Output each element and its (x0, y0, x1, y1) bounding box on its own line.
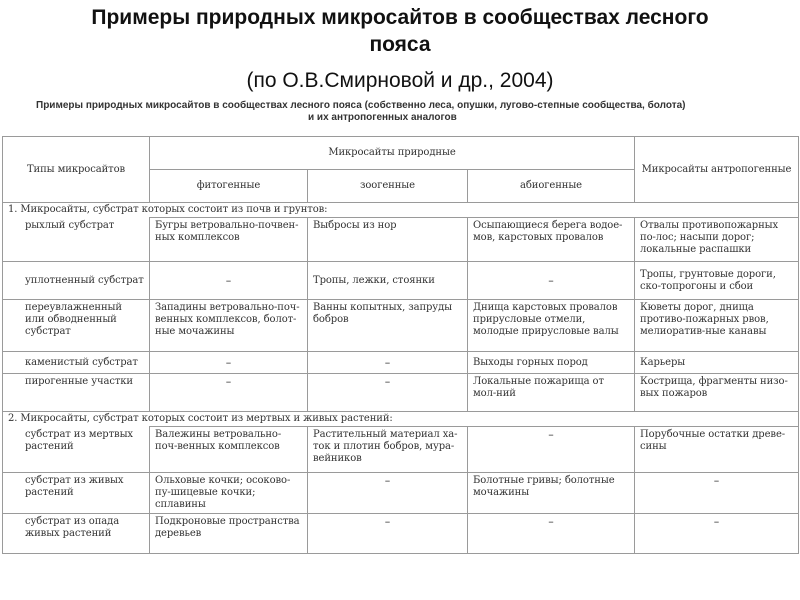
header-phytogenic: фитогенные (150, 170, 308, 203)
slide-title-line1: Примеры природных микросайтов в сообществах лесного (91, 6, 709, 29)
slide-title (0, 4, 800, 58)
table-row (3, 427, 799, 473)
zoogenic-cell: – (308, 374, 468, 412)
table-row (3, 374, 799, 412)
table-row (3, 218, 799, 262)
phytogenic-cell: – (150, 374, 308, 412)
header-natural: Микросайты природные (150, 137, 635, 170)
abiogenic-cell: Выходы горных пород (468, 352, 635, 374)
table-caption-line1: Примеры природных микросайтов в сообществах лесного пояса (собственно леса, опушки, лугово-степные сообщества, болота) (36, 100, 686, 111)
abiogenic-cell: Болотные гривы; болотные мочажины (468, 473, 635, 514)
table-row (3, 352, 799, 374)
zoogenic-cell: Ванны копытных, запруды бобров (308, 300, 468, 352)
abiogenic-cell: Днища карстовых провалов прирусловые отмели, молодые прирусловые валы (468, 300, 635, 352)
anthropogenic-cell: Отвалы противопожарных по-лос; насыпи дорог; локальные распашки (635, 218, 799, 262)
header-zoogenic: зоогенные (308, 170, 468, 203)
zoogenic-cell: Тропы, лежки, стоянки (308, 262, 468, 300)
zoogenic-cell: – (308, 473, 468, 514)
zoogenic-cell: – (308, 352, 468, 374)
abiogenic-cell: Осыпающиеся берега водое-мов, карстовых провалов (468, 218, 635, 262)
table-row (3, 473, 799, 514)
type-cell: пирогенные участки (3, 374, 150, 412)
type-cell: каменистый субстрат (3, 352, 150, 374)
anthropogenic-cell: – (635, 473, 799, 514)
table-row (3, 514, 799, 554)
anthropogenic-cell: Кострища, фрагменты низо-вых пожаров (635, 374, 799, 412)
type-cell: переувлажненный или обводненный субстрат (3, 300, 150, 352)
anthropogenic-cell: – (635, 514, 799, 554)
zoogenic-cell: – (308, 514, 468, 554)
abiogenic-cell: – (468, 262, 635, 300)
phytogenic-cell: Бугры ветровально-почвен-ных комплексов (150, 218, 308, 262)
section-title: 1. Микросайты, субстрат которых состоит из почв и грунтов: (3, 203, 799, 218)
table-row (3, 262, 799, 300)
abiogenic-cell: Локальные пожарища от мол-ний (468, 374, 635, 412)
type-cell: субстрат из живых растений (3, 473, 150, 514)
table-caption-line2: и их антропогенных аналогов (308, 112, 457, 123)
anthropogenic-cell: Карьеры (635, 352, 799, 374)
section-title: 2. Микросайты, субстрат которых состоит из мертвых и живых растений: (3, 412, 799, 427)
header-types: Типы микросайтов (3, 137, 150, 203)
header-anthropogenic: Микросайты антропогенные (635, 137, 799, 203)
abiogenic-cell: – (468, 514, 635, 554)
phytogenic-cell: – (150, 262, 308, 300)
zoogenic-cell: Выбросы из нор (308, 218, 468, 262)
slide-subtitle: (по О.В.Смирновой и др., 2004) (246, 69, 554, 92)
phytogenic-cell: – (150, 352, 308, 374)
table-row (3, 300, 799, 352)
abiogenic-cell: – (468, 427, 635, 473)
anthropogenic-cell: Кюветы дорог, днища противо-пожарных рвов, мелиоратив-ные канавы (635, 300, 799, 352)
phytogenic-cell: Западины ветровально-поч-венных комплексов, болот-ные мочажины (150, 300, 308, 352)
microsites-table (2, 136, 799, 554)
header-abiogenic: абиогенные (468, 170, 635, 203)
zoogenic-cell: Растительный материал ха-ток и плотин бобров, мура-вейников (308, 427, 468, 473)
anthropogenic-cell: Тропы, грунтовые дороги, ско-топрогоны и сбои (635, 262, 799, 300)
phytogenic-cell: Валежины ветровально-поч-венных комплексов (150, 427, 308, 473)
type-cell: субстрат из опада живых растений (3, 514, 150, 554)
phytogenic-cell: Подкроновые пространства деревьев (150, 514, 308, 554)
type-cell: уплотненный субстрат (3, 262, 150, 300)
anthropogenic-cell: Порубочные остатки древе-сины (635, 427, 799, 473)
phytogenic-cell: Ольховые кочки; осоково-пу-шицевые кочки; сплавины (150, 473, 308, 514)
type-cell: рыхлый субстрат (3, 218, 150, 262)
slide-title-line2: пояса (369, 33, 431, 56)
table-caption (36, 100, 776, 124)
type-cell: субстрат из мертвых растений (3, 427, 150, 473)
